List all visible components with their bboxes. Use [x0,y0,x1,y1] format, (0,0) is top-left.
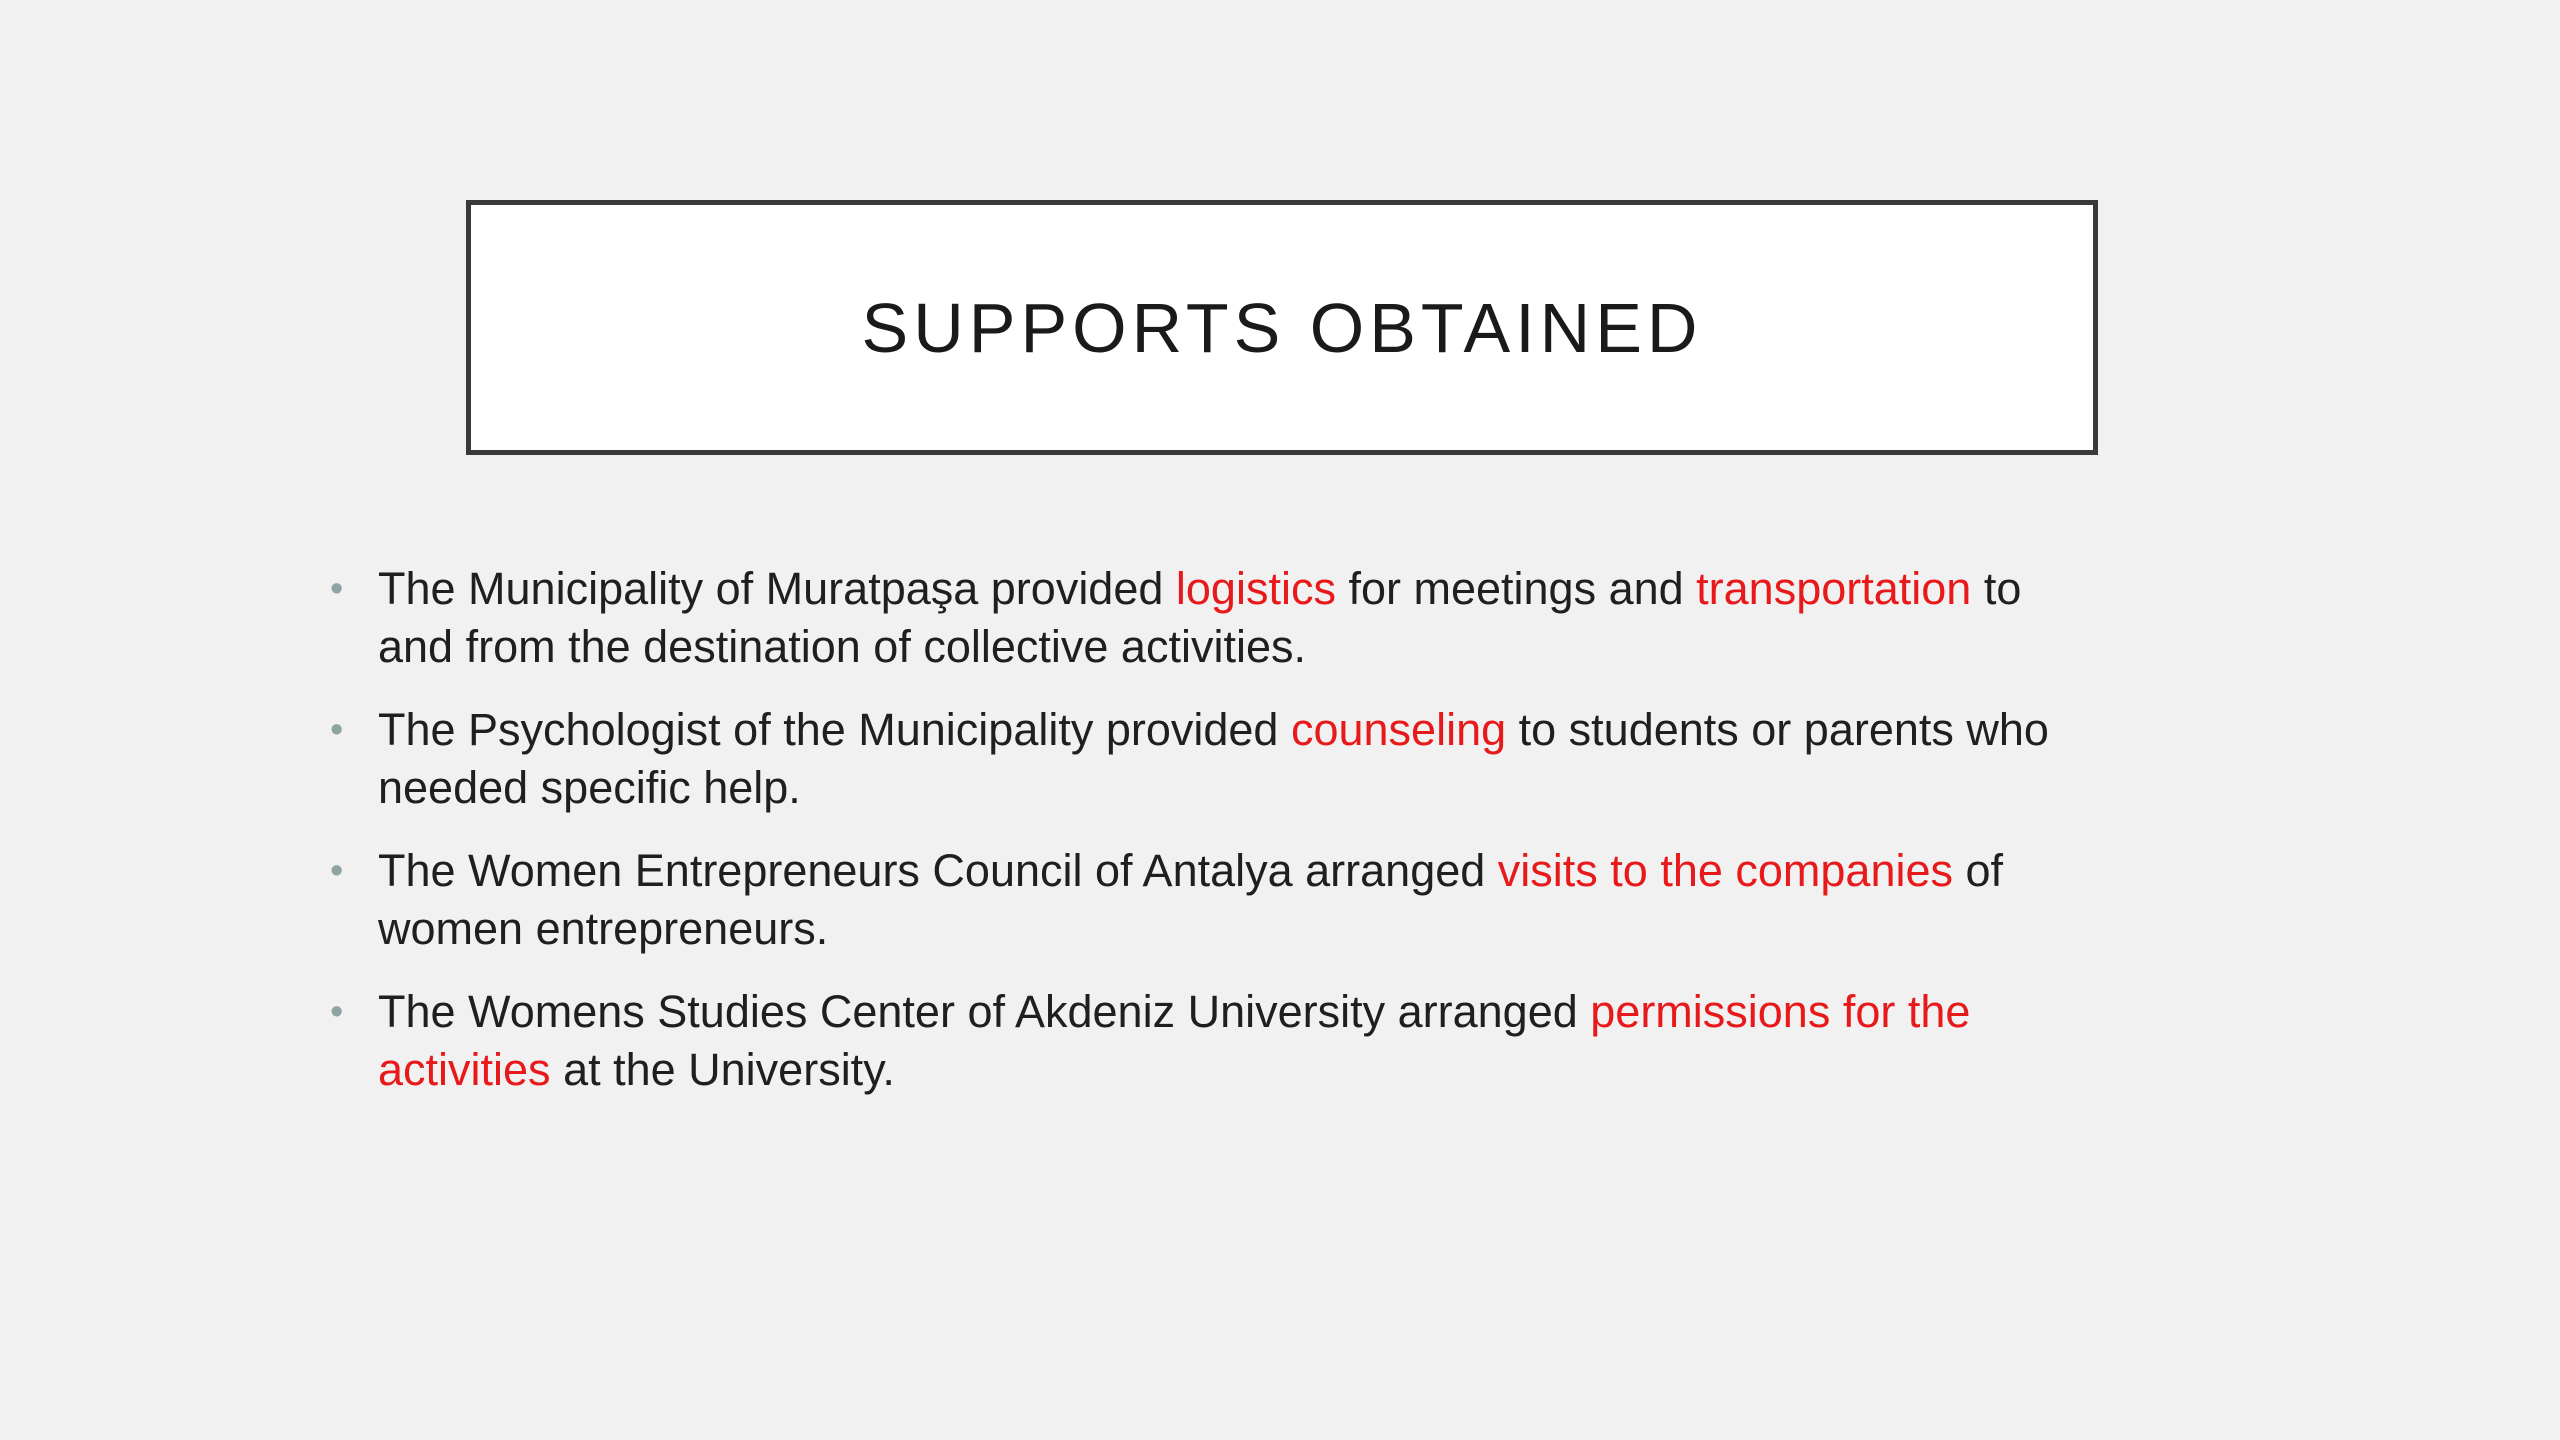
highlight-text: visits to the companies [1497,845,1954,896]
bullet-icon: • [330,568,344,610]
bullet-text: The Women Entrepreneurs Council of Antalya arranged [378,845,1498,896]
bullet-icon: • [330,991,344,1033]
bullet-icon: • [330,850,344,892]
bullet-text: to students or parents who needed specific help. [378,704,2049,813]
highlight-text: permissions for the activities [378,986,1971,1095]
bullet-item [330,701,2090,817]
bullet-text: The Municipality of Muratpaşa provided [378,563,1176,614]
bullet-text: at the University. [550,1044,895,1095]
bullet-text: The Womens Studies Center of Akdeniz University arranged [378,986,1591,1037]
highlight-text: transportation [1696,563,1972,614]
bullet-item [330,842,2090,958]
bullet-icon: • [330,709,344,751]
bullet-text: for meetings and [1335,563,1697,614]
bullet-item [330,983,2090,1099]
bullet-item [330,560,2090,676]
title-box [466,200,2098,455]
bullet-text: of women entrepreneurs. [378,845,2004,954]
highlight-text: counseling [1290,704,1507,755]
bullet-text: The Psychologist of the Municipality provided [378,704,1291,755]
slide-title: SUPPORTS OBTAINED [861,288,1703,367]
highlight-text: logistics [1175,563,1336,614]
bullet-text: to and from the destination of collective activities. [378,563,2022,672]
bullet-list [330,560,2090,1124]
